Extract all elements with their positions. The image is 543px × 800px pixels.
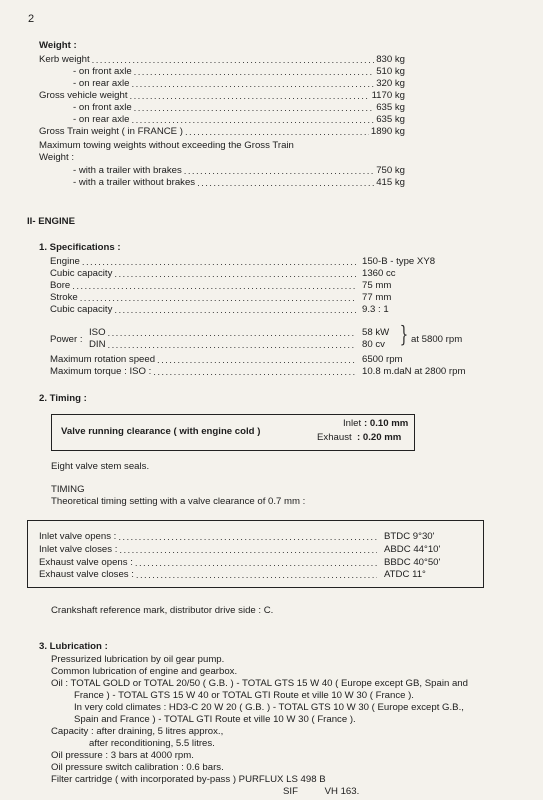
weight-row: Kerb weight ..... 830 kg [39,54,405,65]
timing-setting-row: Exhaust valve opens : ..... [39,557,379,568]
timing-setting-row: Exhaust valve closes : ..... [39,569,379,580]
lubrication-line: Capacity : after draining, 5 litres approx., [51,726,224,737]
spec-row: Bore ..... [50,280,358,291]
weight-title: Weight : [39,40,77,51]
specifications-title: 1. Specifications : [39,242,121,253]
weight-row: - on rear axle ..... 320 kg [73,78,405,89]
page-number: 2 [28,13,35,25]
lubrication-line: Filter cartridge ( with incorporated by-pass ) PURFLUX LS 498 B [51,774,326,785]
timing-heading: TIMING [51,484,85,495]
max-rotation-value: 6500 rpm [362,354,403,365]
lubrication-line: Oil pressure switch calibration : 0.6 bars. [51,762,224,773]
towing-text-line1: Maximum towing weights without exceeding the Gross Train [39,140,294,151]
theoretical-timing-text: Theoretical timing setting with a valve clearance of 0.7 mm : [51,496,306,507]
spec-row: Stroke ..... [50,292,358,303]
lubrication-line: after reconditioning, 5.5 litres. [89,738,215,749]
lubrication-line: Spain and France ) - TOTAL GTI Route et ville 10 W 30 ( France ). [74,714,356,725]
weight-row: - on front axle ..... 510 kg [73,66,405,77]
towing-row: - with a trailer with brakes ..... 750 kg [73,165,405,176]
towing-row: - with a trailer without brakes ..... 415 kg [73,177,405,188]
crankshaft-text: Crankshaft reference mark, distributor drive side : C. [51,605,274,616]
weight-row: Gross Train weight ( in FRANCE ) ..... 1890 kg [39,126,405,137]
weight-row: Gross vehicle weight ..... 1170 kg [39,90,405,101]
max-rotation-row: Maximum rotation speed ..... [50,354,358,365]
lubrication-line: SIF VH 163. [283,786,360,797]
inlet-value: : 0.10 mm [364,418,409,429]
spec-row: Engine ..... [50,256,358,267]
power-iso-value: 58 kW [362,327,390,338]
spec-value: 150-B - type XY8 [362,256,436,267]
power-iso-row: ISO ..... [89,327,358,338]
max-torque-row: Maximum torque : ISO : ..... [50,366,358,377]
spec-value: 75 mm [362,280,392,291]
lubrication-line: Oil pressure : 3 bars at 4000 rpm. [51,750,194,761]
valve-clearance-label: Valve running clearance ( with engine cold ) [61,426,261,437]
exhaust-label: Exhaust [317,432,352,443]
lubrication-line: France ) - TOTAL GTS 15 W 40 or TOTAL GTI Route et ville 10 W 30 ( France ). [74,690,414,701]
lubrication-line: Oil : TOTAL GOLD or TOTAL 20/50 ( G.B. ) - TOTAL GTS 15 W 40 ( Europe except GB, Spain and [51,678,468,689]
timing-setting-value: ABDC 44°10' [384,544,441,555]
spec-value: 77 mm [362,292,392,303]
spec-row: Cubic capacity ..... [50,268,358,279]
stem-seals-text: Eight valve stem seals. [51,461,150,472]
inlet-label: Inlet [343,418,362,429]
timing-setting-value: ATDC 11° [384,569,426,580]
towing-text-line2: Weight : [39,152,75,163]
power-din-row: DIN ..... [89,339,358,350]
engine-title: II- ENGINE [27,216,75,227]
spec-value: 1360 cc [362,268,396,279]
power-din-value: 80 cv [362,339,385,350]
power-label: Power : [50,334,83,345]
spec-row: Cubic capacity ..... [50,304,358,315]
timing-setting-row: Inlet valve closes : ..... [39,544,379,555]
exhaust-value: : 0.20 mm [357,432,402,443]
brace-icon: } [399,323,409,348]
timing-setting-row: Inlet valve opens : ..... [39,531,379,542]
timing-title: 2. Timing : [39,393,87,404]
lubrication-line: Common lubrication of engine and gearbox. [51,666,238,677]
weight-row: - on rear axle ..... 635 kg [73,114,405,125]
max-torque-value: 10.8 m.daN at 2800 rpm [362,366,466,377]
weight-row: - on front axle ..... 635 kg [73,102,405,113]
timing-setting-value: BTDC 9°30' [384,531,435,542]
lubrication-title: 3. Lubrication : [39,641,108,652]
timing-setting-value: BBDC 40°50' [384,557,441,568]
lubrication-line: Pressurized lubrication by oil gear pump. [51,654,225,665]
spec-value: 9.3 : 1 [362,304,389,315]
lubrication-line: In very cold climates : HD3-C 20 W 20 ( G.B. ) - TOTAL GTS 10 W 30 ( Europe except G.B., [74,702,464,713]
power-rpm: at 5800 rpm [411,334,463,345]
